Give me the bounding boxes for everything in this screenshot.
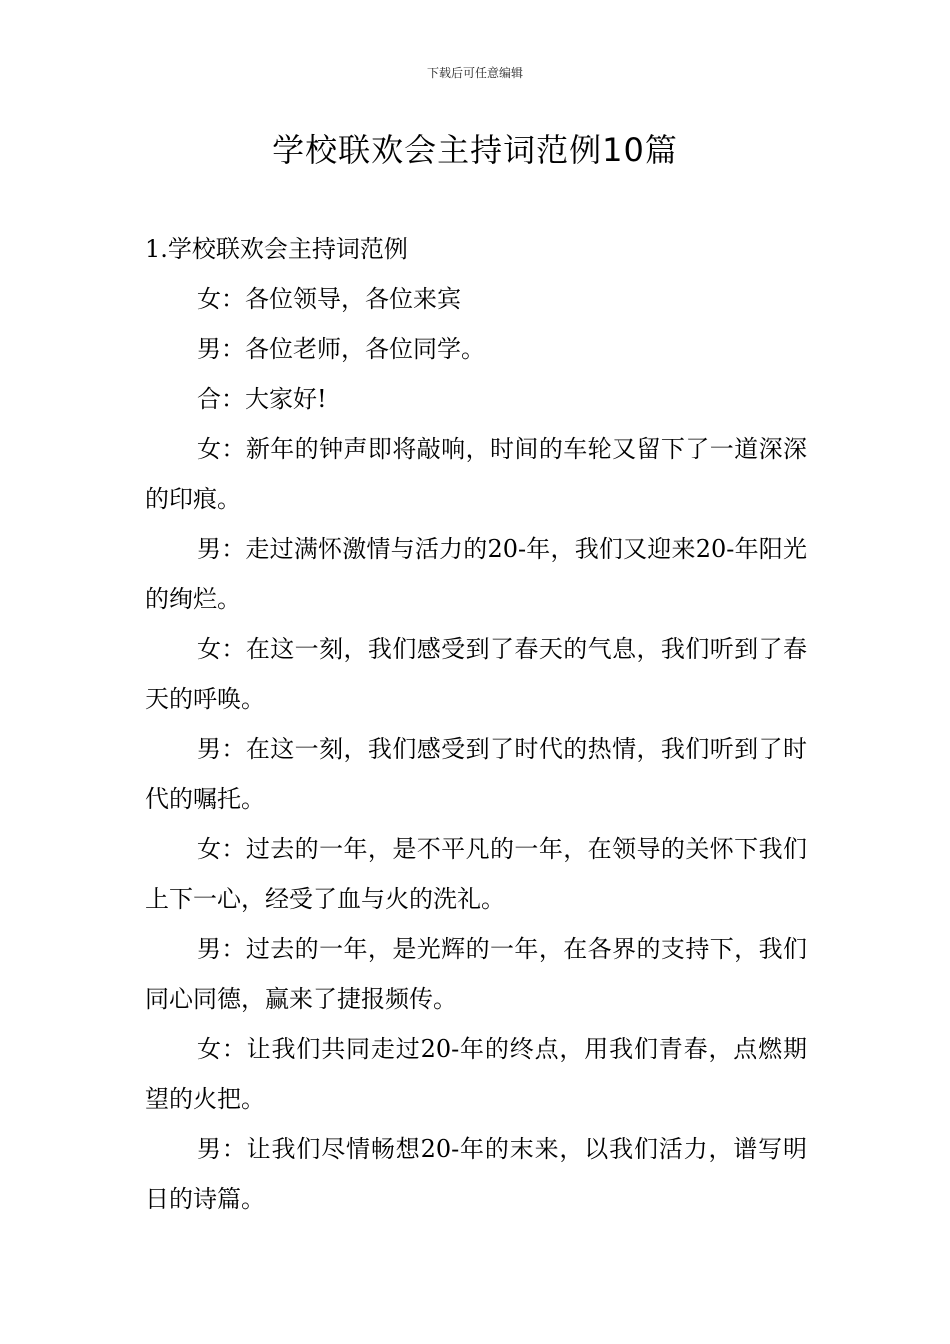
paragraph: 女：新年的钟声即将敲响，时间的车轮又留下了一道深深的印痕。: [145, 435, 807, 513]
paragraph: 女：在这一刻，我们感受到了春天的气息，我们听到了春天的呼唤。: [145, 635, 807, 713]
paragraph: 女：各位领导，各位来宾: [197, 285, 461, 313]
paragraph: 女：让我们共同走过20-年的终点，用我们青春，点燃期望的火把。: [145, 1035, 807, 1113]
paragraph: 男：过去的一年，是光辉的一年，在各界的支持下，我们同心同德，赢来了捷报频传。: [145, 935, 807, 1013]
paragraph: 女：过去的一年，是不平凡的一年，在领导的关怀下我们上下一心，经受了血与火的洗礼。: [145, 835, 807, 913]
paragraph: 男：各位老师，各位同学。: [197, 335, 485, 363]
document-title: 学校联欢会主持词范例10篇: [272, 131, 678, 169]
paragraph: 合：大家好!: [197, 385, 327, 413]
header-note: 下载后可任意编辑: [426, 66, 523, 80]
document-body: [145, 224, 807, 1224]
section-heading: 1.学校联欢会主持词范例: [145, 235, 408, 263]
paragraph: 男：在这一刻，我们感受到了时代的热情，我们听到了时代的嘱托。: [145, 735, 807, 813]
paragraph: 男：走过满怀激情与活力的20-年，我们又迎来20-年阳光的绚烂。: [145, 535, 807, 613]
paragraph: 男：让我们尽情畅想20-年的末来，以我们活力，谱写明日的诗篇。: [145, 1135, 807, 1213]
